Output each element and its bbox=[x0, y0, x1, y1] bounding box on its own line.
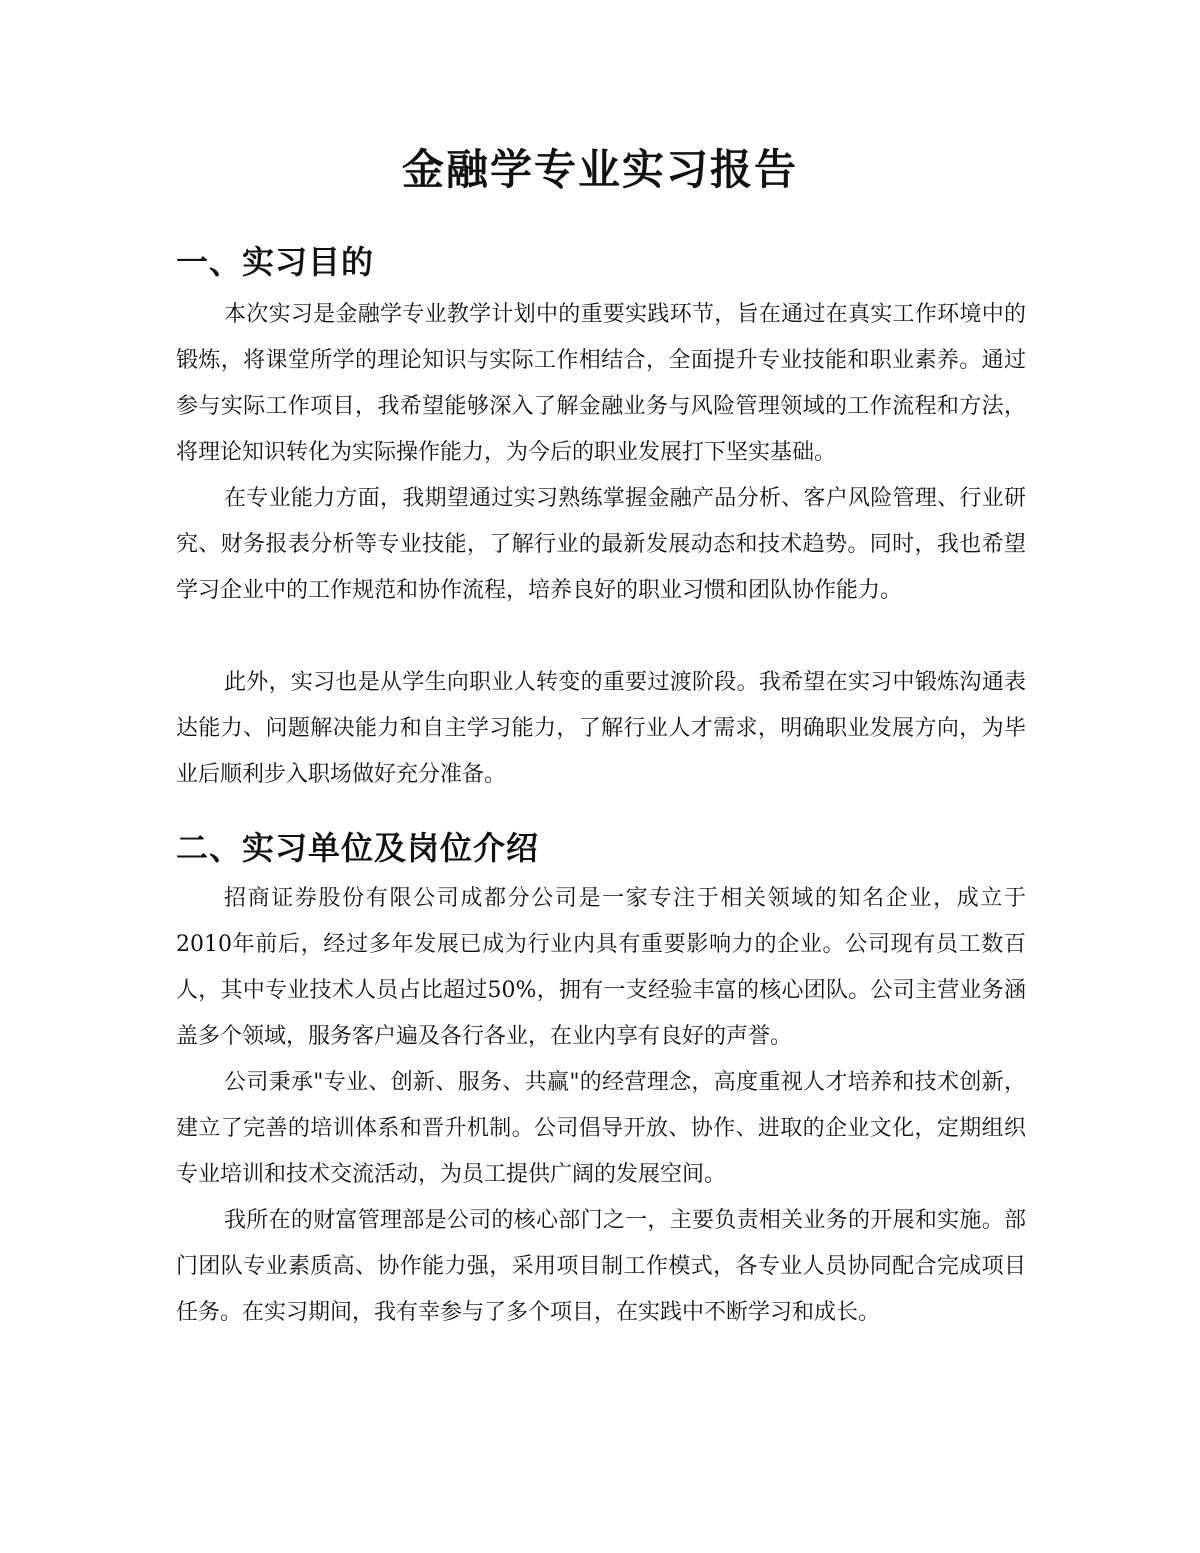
paragraph: 本次实习是金融学专业教学计划中的重要实践环节，旨在通过在真实工作环境中的锻炼，将课堂所学的理论知识与实际工作相结合，全面提升专业技能和职业素养。通过参与实际工作项目，我希望能够深入了解金融业务与风险管理领域的工作流程和方法，将理论知识转化为实际操作能力，为今后的职业发展打下坚实基础。 bbox=[176, 302, 1026, 465]
paragraph: 招商证券股份有限公司成都分公司是一家专注于相关领域的知名企业，成立于2010年前后，经过多年发展已成为行业内具有重要影响力的企业。公司现有员工数百人，其中专业技术人员占比超过50%，拥有一支经验丰富的核心团队。公司主营业务涵盖多个领域，服务客户遍及各行各业，在业内享有良好的声誉。 bbox=[176, 886, 1026, 1049]
section-heading-company: 二、实习单位及岗位介绍 bbox=[176, 829, 540, 867]
paragraph: 我所在的财富管理部是公司的核心部门之一，主要负责相关业务的开展和实施。部门团队专业素质高、协作能力强，采用项目制工作模式，各专业人员协同配合完成项目任务。在实习期间，我有幸参与了多个项目，在实践中不断学习和成长。 bbox=[176, 1208, 1026, 1325]
paragraph: 公司秉承"专业、创新、服务、共赢"的经营理念，高度重视人才培养和技术创新，建立了完善的培训体系和晋升机制。公司倡导开放、协作、进取的企业文化，定期组织专业培训和技术交流活动，为员工提供广阔的发展空间。 bbox=[176, 1070, 1026, 1187]
document-title: 金融学专业实习报告 bbox=[401, 145, 798, 194]
section-heading-purpose: 一、实习目的 bbox=[176, 243, 375, 281]
paragraph: 在专业能力方面，我期望通过实习熟练掌握金融产品分析、客户风险管理、行业研究、财务报表分析等专业技能，了解行业的最新发展动态和技术趋势。同时，我也希望学习企业中的工作规范和协作流程，培养良好的职业习惯和团队协作能力。 bbox=[176, 486, 1026, 603]
paragraph: 此外，实习也是从学生向职业人转变的重要过渡阶段。我希望在实习中锻炼沟通表达能力、问题解决能力和自主学习能力，了解行业人才需求，明确职业发展方向，为毕业后顺利步入职场做好充分准备。 bbox=[176, 670, 1026, 787]
